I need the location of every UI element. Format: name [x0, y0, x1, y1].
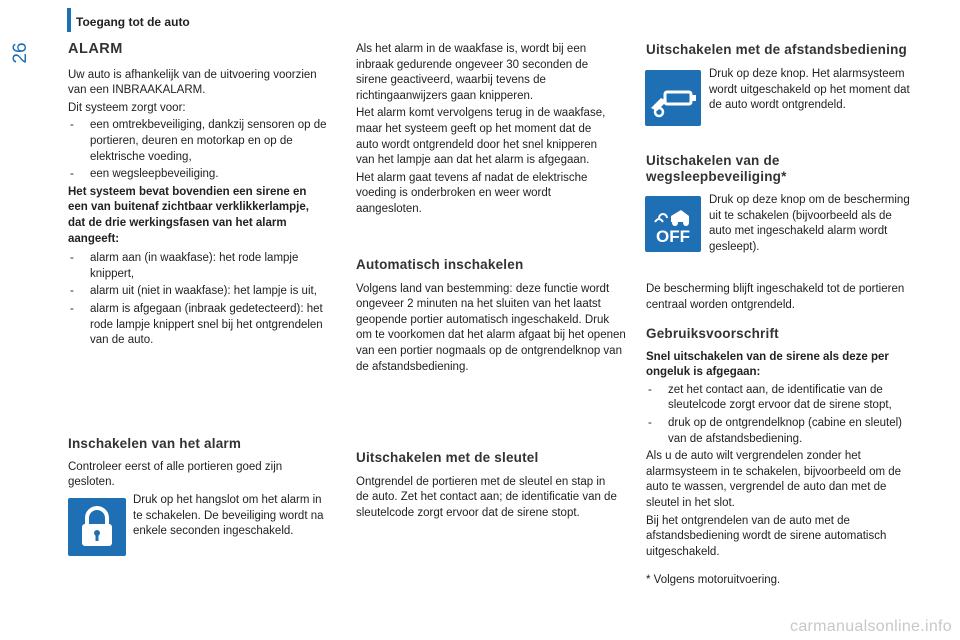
list-item: - een wegsleepbeveiliging.	[68, 167, 340, 183]
paragraph: De bescherming blijft ingeschakeld tot de portieren centraal worden ontgrendeld.	[646, 283, 905, 311]
paragraph: Ontgrendel de portieren met de sleutel en stap in de auto. Zet het contact aan; de identificatie van de sleutelcode zorgt ervoor dat de sirene stopt.	[356, 475, 617, 519]
page-number: 26	[10, 42, 31, 64]
paragraph: Druk op het hangslot om het alarm in te schakelen. De beveiliging wordt na enkele seconden ingeschakeld.	[133, 494, 324, 538]
heading-alarm: ALARM	[68, 41, 123, 57]
lock-description	[133, 493, 333, 542]
tow-description	[709, 193, 914, 257]
list-item: - alarm aan (in waakfase): het rode lampje knippert,	[68, 251, 333, 282]
paragraph: Dit systeem zorgt voor:	[68, 101, 186, 114]
footnote	[646, 573, 906, 591]
section-header: Toegang tot de auto	[76, 15, 190, 29]
heading-gebruik: Gebruiksvoorschrift	[646, 326, 779, 341]
heading-sleutel: Uitschakelen met de sleutel	[356, 450, 539, 465]
section-gebruik	[646, 326, 914, 562]
heading-afstand: Uitschakelen met de afstandsbediening	[646, 42, 907, 57]
header-accent-bar	[67, 8, 71, 32]
paragraph: Uw auto is afhankelijk van de uitvoering voorzien van een INBRAAKALARM.	[68, 68, 317, 97]
remote-description	[709, 67, 914, 116]
heading-automatisch: Automatisch inschakelen	[356, 257, 524, 272]
paragraph: Bij het ontgrendelen van de auto met de afstandsbediening wordt de sirene automatisch uitgeschakeld.	[646, 514, 887, 558]
list-item: - een omtrekbeveiliging, dankzij sensoren op de portieren, deuren en motorkap en op de elektrische voeding,	[68, 118, 340, 165]
paragraph: Druk op deze knop om de bescherming uit te schakelen (bijvoorbeeld als de auto met ingeschakeld alarm wordt gesleept).	[709, 194, 910, 253]
column-1	[68, 42, 340, 351]
off-label: OFF	[656, 227, 690, 246]
paragraph: Volgens land van bestemming: deze functie wordt ongeveer 2 minuten na het sluiten van het laatst geopende portier automatisch ingeschakeld. Druk om te voorkomen dat het alarm afgaat bij het openen van een portier nogmaals op de ontgrendelknop van de afstandsbediening.	[356, 282, 626, 373]
remote-control-icon	[645, 70, 701, 126]
list-item: - alarm is afgegaan (inbraak gedetecteerd): het rode lampje knippert snel bij het ontgrendelen van de auto.	[68, 302, 333, 349]
footnote-text: * Volgens motoruitvoering.	[646, 574, 781, 586]
list-phases	[68, 251, 333, 349]
list-item: - zet het contact aan, de identificatie van de sleutelcode zorgt ervoor dat de sirene stopt,	[646, 383, 914, 414]
section-inschakelen	[68, 436, 340, 493]
section-afstand	[646, 42, 936, 58]
section-wegsleep	[646, 153, 936, 184]
bold-paragraph: Snel uitschakelen van de sirene als deze per ongeluk is afgegaan:	[646, 350, 889, 379]
paragraph: Druk op deze knop. Het alarmsysteem wordt uitgeschakeld op het moment dat de auto wordt ontgrendeld.	[709, 68, 910, 112]
list-siren	[646, 383, 914, 447]
bold-paragraph: Het systeem bevat bovendien een sirene en een van buitenaf zichtbaar verklikkerlampje, dat de drie werkingsfasen van het alarm aangeeft:	[68, 185, 309, 245]
heading-wegsleep: Uitschakelen van de wegsleepbeveiliging*	[646, 153, 787, 184]
paragraph: Als u de auto wilt vergrendelen zonder het alarmsysteem in te schakelen, bijvoorbeeld om de auto te wassen, vergrendel de auto dan met de sleutel in het slot.	[646, 450, 902, 509]
paragraph: Het alarm komt vervolgens terug in de waakfase, maar het systeem geeft op het moment dat de auto wordt ontgrendeld door het snel knipperen van het lampje aan dat het alarm is afgegaan.	[356, 107, 606, 167]
list-item: - alarm uit (niet in waakfase): het lampje is uit,	[68, 284, 333, 300]
heading-inschakelen: Inschakelen van het alarm	[68, 436, 242, 451]
column-2	[356, 42, 628, 220]
tow-note	[646, 282, 906, 315]
section-automatisch	[356, 257, 628, 377]
lock-button-icon	[68, 498, 126, 556]
list-fences	[68, 118, 340, 182]
paragraph: Als het alarm in de waakfase is, wordt bij een inbraak gedurende ongeveer 30 seconden de sirene geactiveerd, waarbij tevens de richtingaanwijzers gaan knipperen.	[356, 43, 589, 102]
tow-protection-off-icon	[645, 196, 701, 252]
watermark: carmanualsonline.info	[790, 618, 952, 635]
paragraph: Controleer eerst of alle portieren goed zijn gesloten.	[68, 460, 283, 489]
section-sleutel	[356, 450, 628, 523]
paragraph: Het alarm gaat tevens af nadat de elektrische voeding is onderbroken en weer wordt aangesloten.	[356, 171, 588, 215]
list-item: - druk op de ontgrendelknop (cabine en sleutel) van de afstandsbediening.	[646, 416, 914, 447]
